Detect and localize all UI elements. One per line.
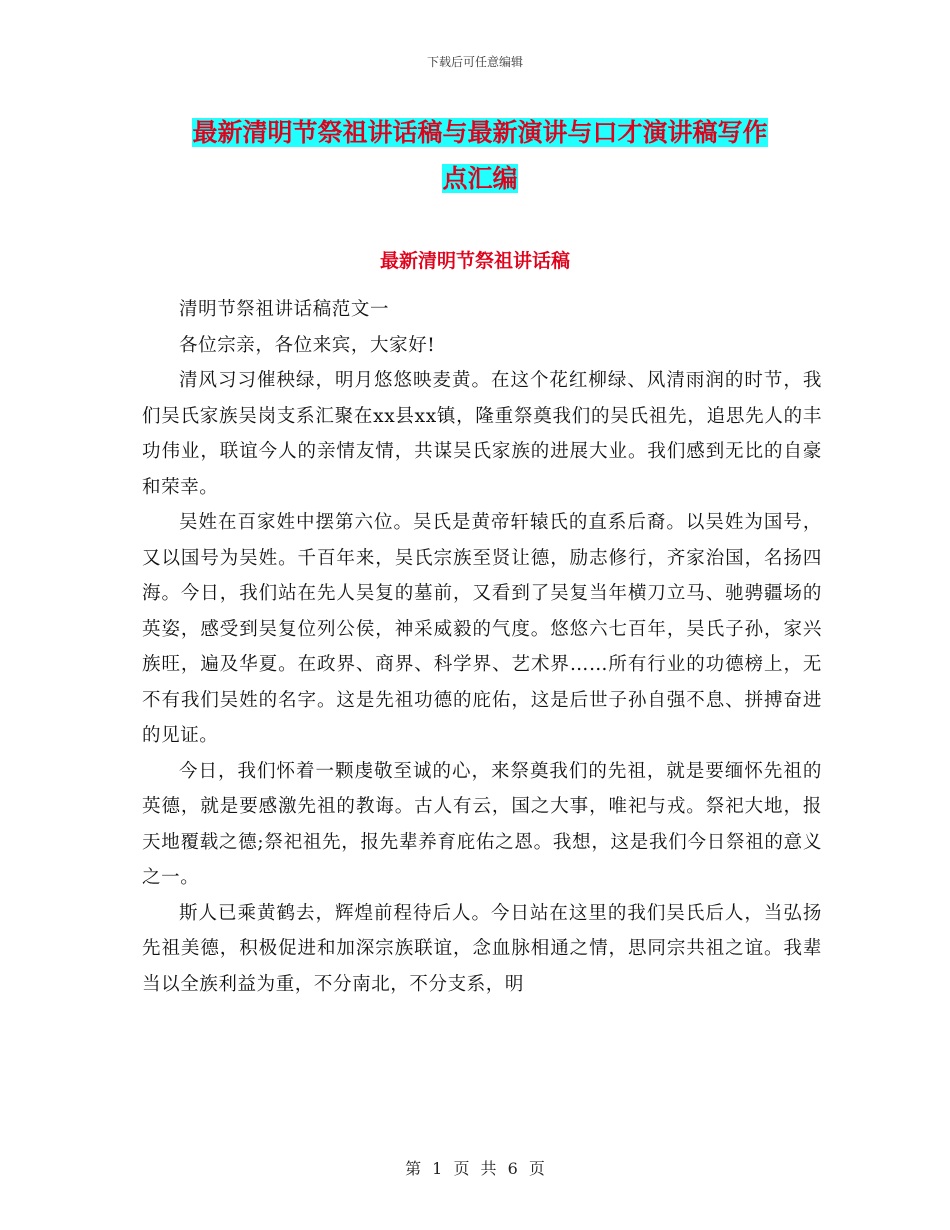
section-title: 最新清明节祭祖讲话稿 [379,250,570,272]
document-title-line-1: 最新清明节祭祖讲话稿与最新演讲与口才演讲稿写作 [192,118,768,147]
document-title-line-2: 点汇编 [442,164,518,193]
paragraph: 清明节祭祖讲话稿范文一 [179,299,390,320]
document-title [140,110,820,202]
paragraph: 今日，我们怀着一颗虔敬至诚的心，来祭奠我们的先祖，就是要缅怀先祖的英德，就是要感激先祖的教诲。古人有云，国之大事，唯祀与戎。祭祀大地，报天地覆载之德;祭祀祖先，报先辈养育庇佑之恩。我想，这是我们今日祭祖的意义之一。 [142,760,822,888]
paragraph: 清风习习催秧绿，明月悠悠映麦黄。在这个花红柳绿、风清雨润的时节，我们吴氏家族吴岗支系汇聚在xx县xx镇，隆重祭奠我们的吴氏祖先，追思先人的丰功伟业，联谊今人的亲情友情，共谋吴氏家族的进展大业。我们感到无比的自豪和荣幸。 [142,370,822,498]
paragraph: 斯人已乘黄鹤去，辉煌前程待后人。今日站在这里的我们吴氏后人，当弘扬先祖美德，积极促进和加深宗族联谊，念血脉相通之情，思同宗共祖之谊。我辈当以全族利益为重，不分南北，不分支系，明 [142,902,822,995]
paragraph: 吴姓在百家姓中摆第六位。吴氏是黄帝轩辕氏的直系后裔。以吴姓为国号，又以国号为吴姓。千百年来，吴氏宗族至贤让德，励志修行，齐家治国，名扬四海。今日，我们站在先人吴复的墓前，又看到了吴复当年横刀立马、驰骋疆场的英姿，感受到吴复位列公侯，神采威毅的气度。悠悠六七百年，吴氏子孙，家兴族旺，遍及华夏。在政界、商界、科学界、艺术界……所有行业的功德榜上，无不有我们吴姓的名字。这是先祖功德的庇佑，这是后世子孙自强不息、拼搏奋进的见证。 [142,512,822,746]
document-body [142,292,822,1002]
paragraph: 各位宗亲，各位来宾，大家好! [179,334,436,356]
page-footer: 第 1 页 共 6 页 [405,1159,545,1178]
page-header: 下载后可任意编辑 [426,55,523,69]
